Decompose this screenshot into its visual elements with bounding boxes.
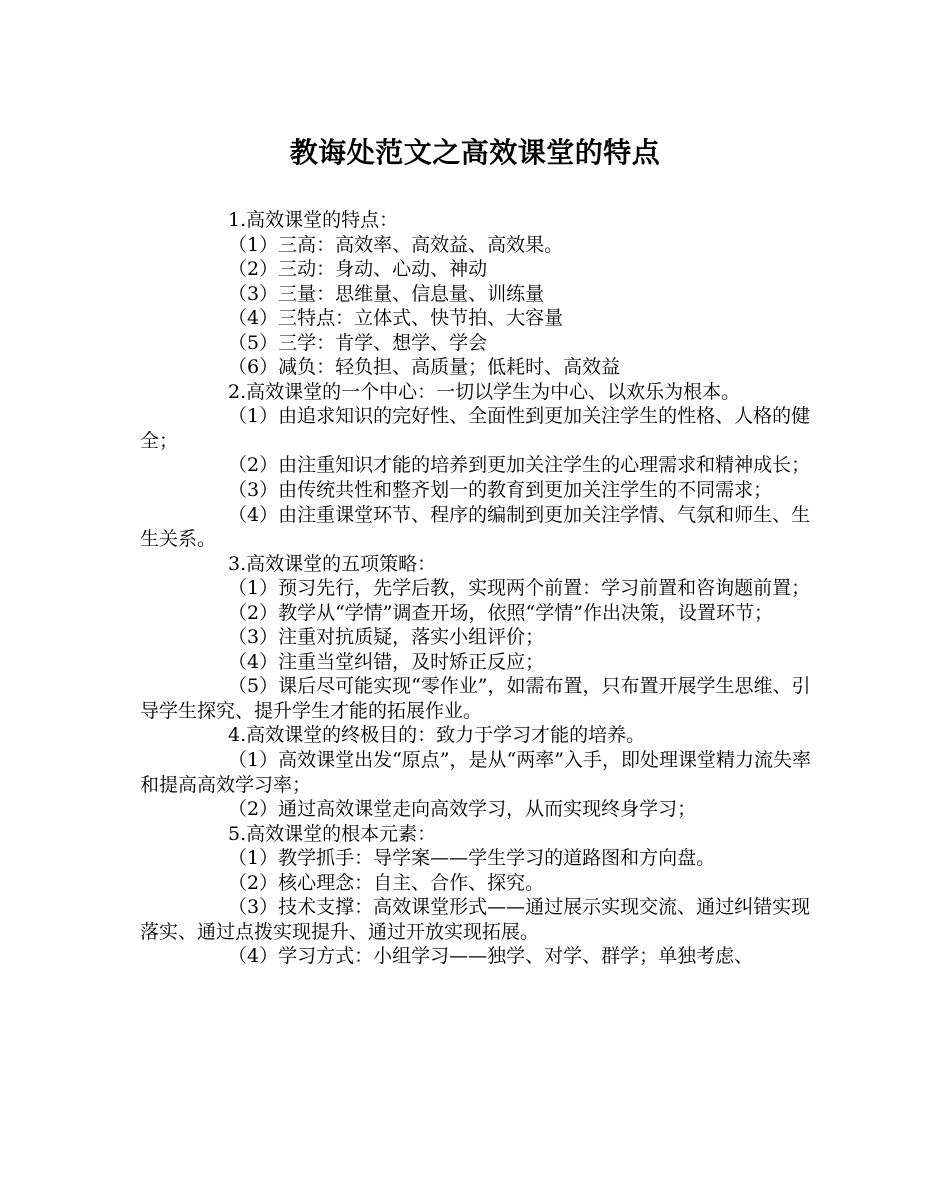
document-body (140, 208, 812, 969)
list-item: （2）由注重知识才能的培养到更加关注学生的心理需求和精神成长； (228, 454, 811, 477)
list-item: （1）由追求知识的完好性、全面性到更加关注学生的性格、人格的健全； (140, 405, 811, 452)
list-item: （1）三高：高效率、高效益、高效果。 (228, 233, 564, 256)
list-item: （4）三特点：立体式、快节拍、大容量 (228, 307, 564, 330)
list-item: （5）课后尽可能实现“零作业”，如需布置，只布置开展学生思维、引导学生探究、提升学生才能的拓展作业。 (140, 675, 811, 722)
list-item: （1）高效课堂出发“原点”，是从“两率”入手，即处理课堂精力流失率和提高高效学习率； (140, 749, 811, 796)
list-item: （2）三动：身动、心动、神动 (228, 258, 488, 281)
list-item: （6）减负：轻负担、高质量；低耗时、高效益 (228, 356, 621, 379)
list-item: （3）注重对抗质疑，落实小组评价； (228, 626, 545, 649)
section-heading: 1.高效课堂的特点： (228, 209, 399, 231)
document-title: 教诲处范文之高效课堂的特点 (289, 136, 661, 169)
list-item: （3）三量：思维量、信息量、训练量 (228, 282, 545, 305)
list-item: （1）教学抓手：导学案——学生学习的道路图和方向盘。 (228, 847, 716, 870)
list-item: （3）技术支撑：高效课堂形式——通过展示实现交流、通过纠错实现落实、通过点拨实现提升、通过开放实现拓展。 (140, 896, 811, 943)
list-item: （2）教学从“学情”调查开场，依照“学情”作出决策，设置环节； (228, 601, 773, 624)
section-heading: 2.高效课堂的一个中心：一切以学生为中心、以欢乐为根本。 (228, 380, 741, 403)
section-heading: 4.高效课堂的终极目的：致力于学习才能的培养。 (228, 724, 646, 747)
list-item: （2）核心理念：自主、合作、探究。 (228, 871, 545, 894)
list-item: （1）预习先行，先学后教，实现两个前置：学习前置和咨询题前置； (228, 577, 811, 600)
list-item: （2）通过高效课堂走向高效学习，从而实现终身学习； (228, 798, 697, 821)
list-item: （4）学习方式：小组学习——独学、对学、群学；单独考虑、 (228, 945, 754, 968)
list-item: （5）三学：肯学、想学、学会 (228, 331, 488, 354)
section-heading: 5.高效课堂的根本元素： (228, 822, 437, 845)
list-item: （3）由传统共性和整齐划一的教育到更加关注学生的不同需求； (228, 479, 773, 502)
list-item: （4）由注重课堂环节、程序的编制到更加关注学情、气氛和师生、生生关系。 (140, 503, 811, 551)
section-heading: 3.高效课堂的五项策略： (228, 552, 437, 575)
list-item: （4）注重当堂纠错，及时矫正反应； (228, 650, 545, 673)
